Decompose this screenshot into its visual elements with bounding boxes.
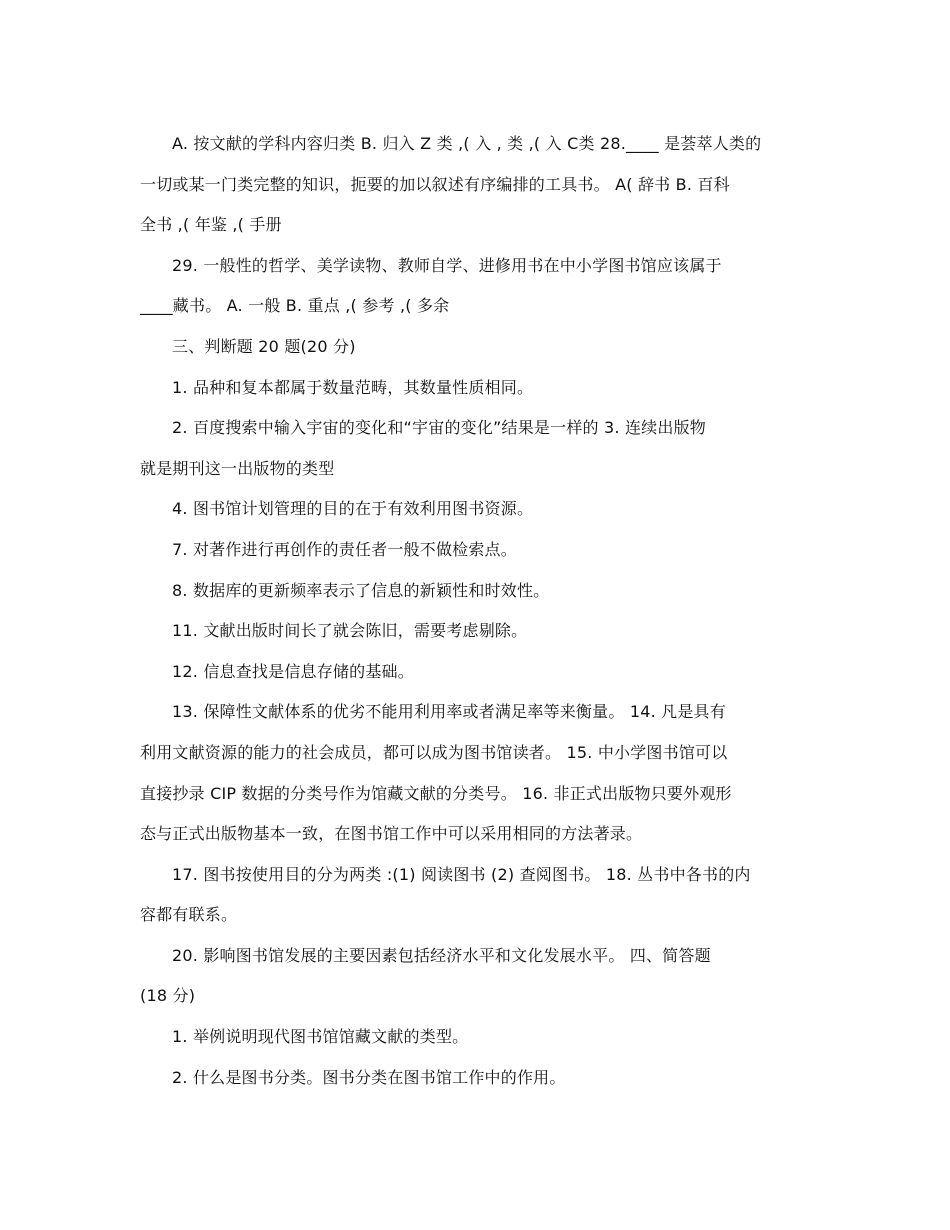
text-line: (18 分): [140, 986, 196, 1006]
text-line: 就是期刊这一出版物的类型: [140, 458, 335, 478]
text-line: 利用文献资源的能力的社会成员，都可以成为图书馆读者。 15. 中小学图书馆可以: [140, 742, 728, 762]
text-line: 2. 什么是图书分类。图书分类在图书馆工作中的作用。: [172, 1067, 566, 1087]
text-line: 17. 图书按使用目的分为两类 :(1) 阅读图书 (2) 查阅图书。 18. 丛书中各书的内: [172, 864, 751, 884]
text-line: 12. 信息查找是信息存储的基础。: [172, 661, 414, 681]
section-heading: 三、判断题 20 题(20 分): [172, 336, 356, 356]
text-line: 直接抄录 CIP 数据的分类号作为馆藏文献的分类号。 16. 非正式出版物只要外观形: [140, 783, 732, 803]
text-line: A. 按文献的学科内容归类 B. 归入 Z 类 ,( 入 , 类 ,( 入 C类 28.____ 是荟萃人类的: [172, 134, 762, 153]
text-line: 8. 数据库的更新频率表示了信息的新颖性和时效性。: [172, 580, 550, 600]
text-line: 1. 品种和复本都属于数量范畴，其数量性质相同。: [172, 377, 534, 397]
text-line: 1. 举例说明现代图书馆馆藏文献的类型。: [172, 1027, 469, 1047]
text-line: 容都有联系。: [140, 905, 238, 925]
text-line: 13. 保障性文献体系的优劣不能用利用率或者满足率等来衡量。 14. 凡是具有: [172, 702, 726, 722]
text-line: 一切或某一门类完整的知识，扼要的加以叙述有序编排的工具书。 A( 辞书 B. 百科: [140, 174, 730, 194]
text-line: ____藏书。 A. 一般 B. 重点 ,( 参考 ,( 多余: [140, 296, 450, 316]
text-line: 11. 文献出版时间长了就会陈旧，需要考虑剔除。: [172, 621, 528, 641]
text-line: 7. 对著作进行再创作的责任者一般不做检索点。: [172, 539, 517, 559]
text-line: 全书 ,( 年鉴 ,( 手册: [140, 215, 282, 235]
text-line: 态与正式出版物基本一致，在图书馆工作中可以采用相同的方法著录。: [140, 824, 643, 844]
text-line: 4. 图书馆计划管理的目的在于有效利用图书资源。: [172, 499, 534, 519]
text-line: 29. 一般性的哲学、美学读物、教师自学、进修用书在中小学图书馆应该属于: [172, 255, 722, 275]
text-line: 2. 百度搜索中输入宇宙的变化和“宇宙的变化”结果是一样的 3. 连续出版物: [172, 418, 706, 438]
text-line: 20. 影响图书馆发展的主要因素包括经济水平和文化发展水平。 四、简答题: [172, 945, 711, 965]
document-body: [140, 124, 805, 1098]
